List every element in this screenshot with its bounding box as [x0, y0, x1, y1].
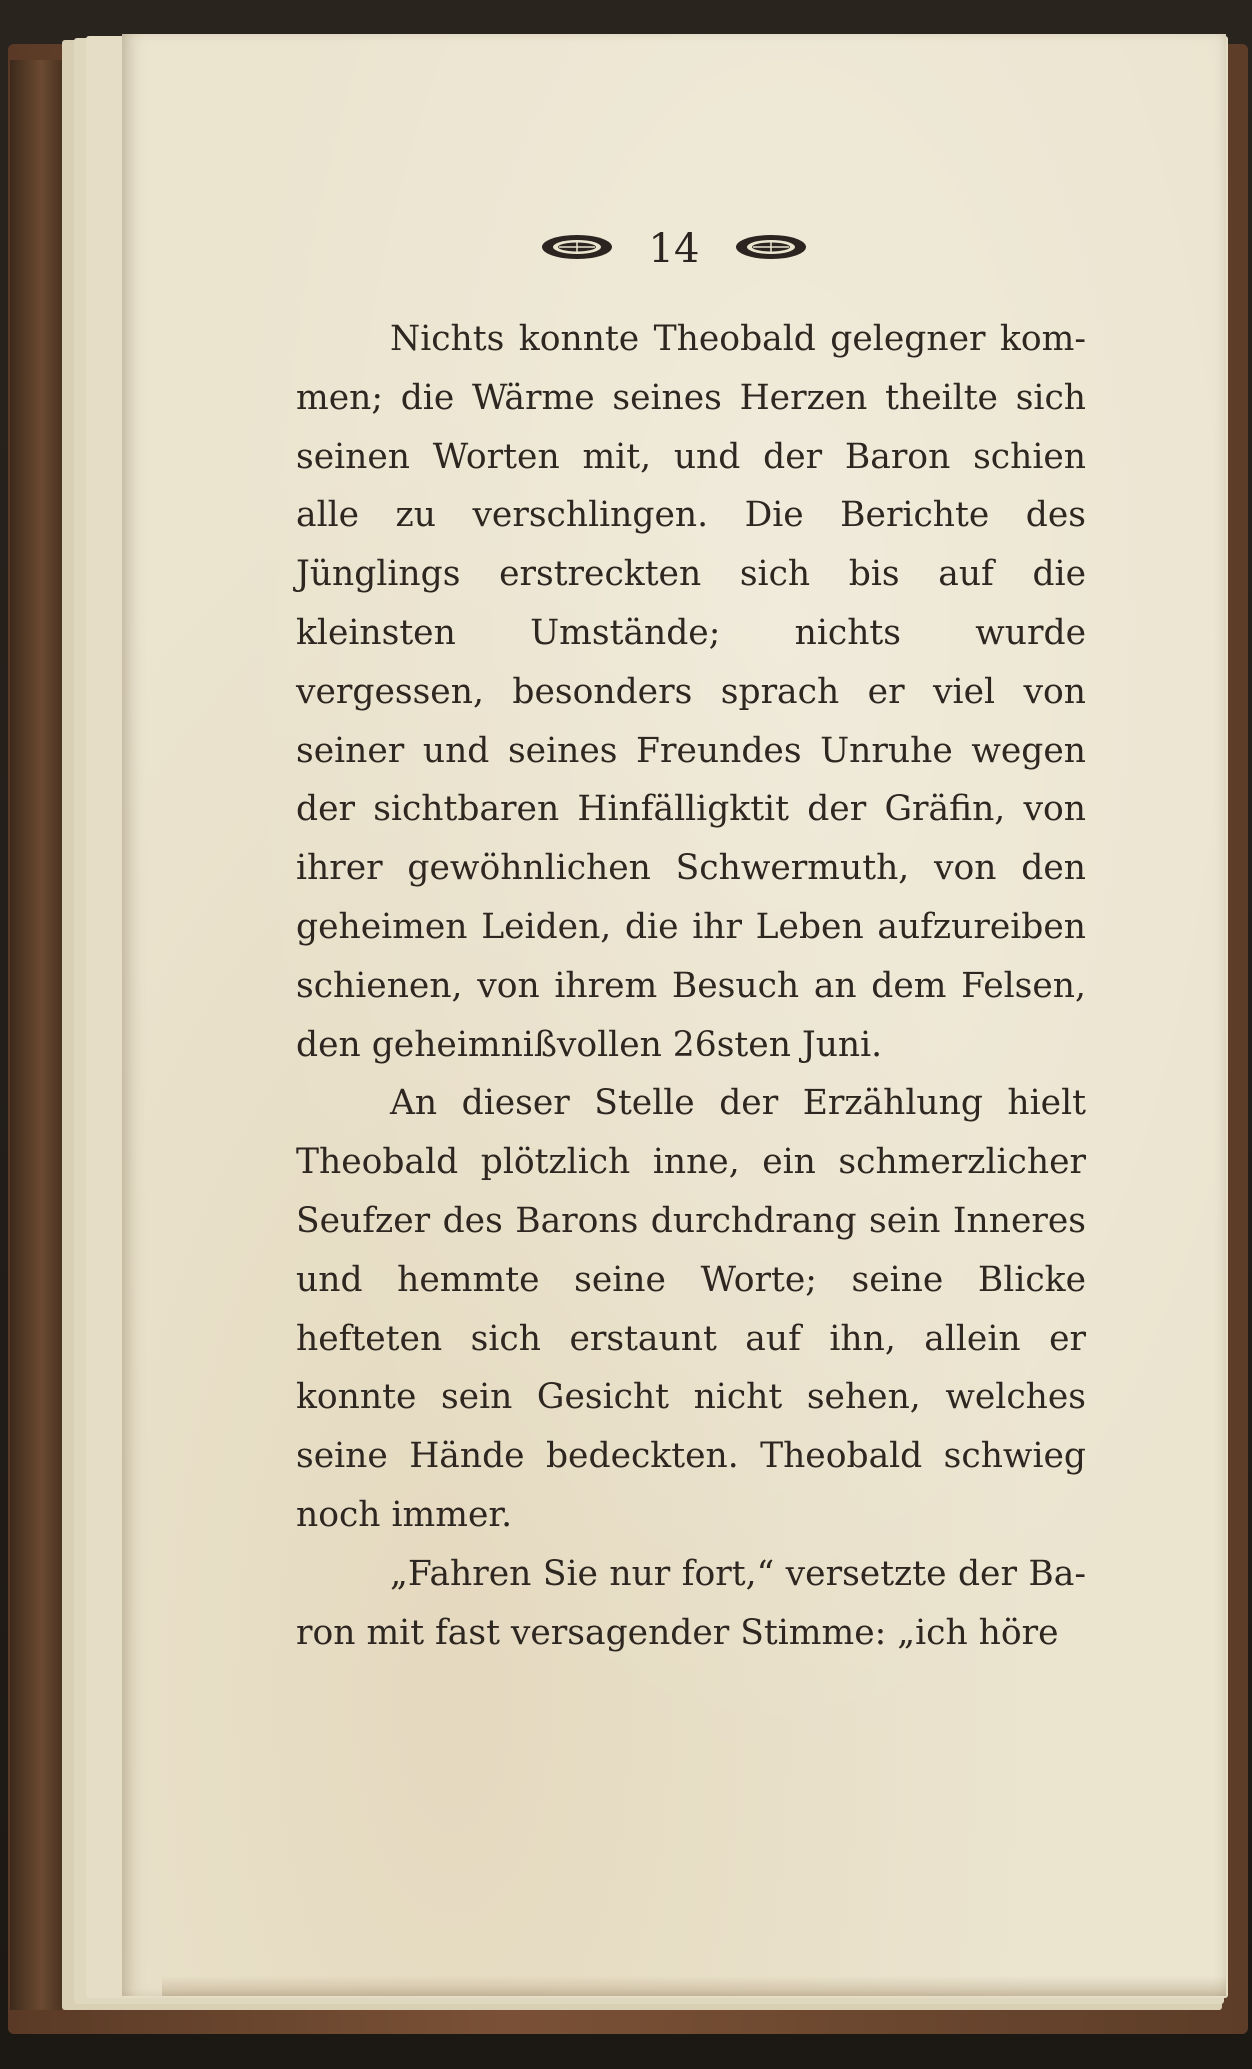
paragraph: „Fahren Sie nur fort,“ versetzte der Baron mit fast versagender Stimme: „ich höre	[296, 1553, 1086, 1653]
ornament-right-icon	[733, 232, 809, 262]
book-spine-edge	[10, 60, 62, 2010]
page-number: 14	[648, 226, 700, 272]
page-shadow	[162, 1976, 1226, 1996]
page-header	[122, 224, 1226, 284]
paragraph: An dieser Stelle der Erzählung hielt Theobald plötzlich inne, ein schmerzlicher Seufzer des Barons durchdrang sein Inneres und hemmte seine Worte; seine Blicke hefteten sich erstaunt auf ihn, allein er konnte sein Gesicht nicht sehen, welches seine Hände bedeckten. Theobald schwieg noch immer.	[296, 1083, 1086, 1535]
body-text	[296, 310, 1086, 1662]
ornament-left-icon	[539, 232, 615, 262]
paragraph: Nichts konnte Theobald gelegner kommen; die Wärme seines Herzen theilte sich seinen Worten mit, und der Baron schien alle zu verschlingen. Die Berichte des Jünglings erstreckten sich bis auf die kleinsten Umstände; nichts wurde vergessen, besonders sprach er viel von seiner und seines Freundes Unruhe wegen der sichtbaren Hinfälligktit der Gräfin, von ihrer gewöhnlichen Schwermuth, von den geheimen Leiden, die ihr Leben aufzureiben schienen, von ihrem Besuch an dem Felsen, den geheimnißvollen 26sten Juni.	[296, 319, 1086, 1065]
book-page	[122, 34, 1226, 1996]
